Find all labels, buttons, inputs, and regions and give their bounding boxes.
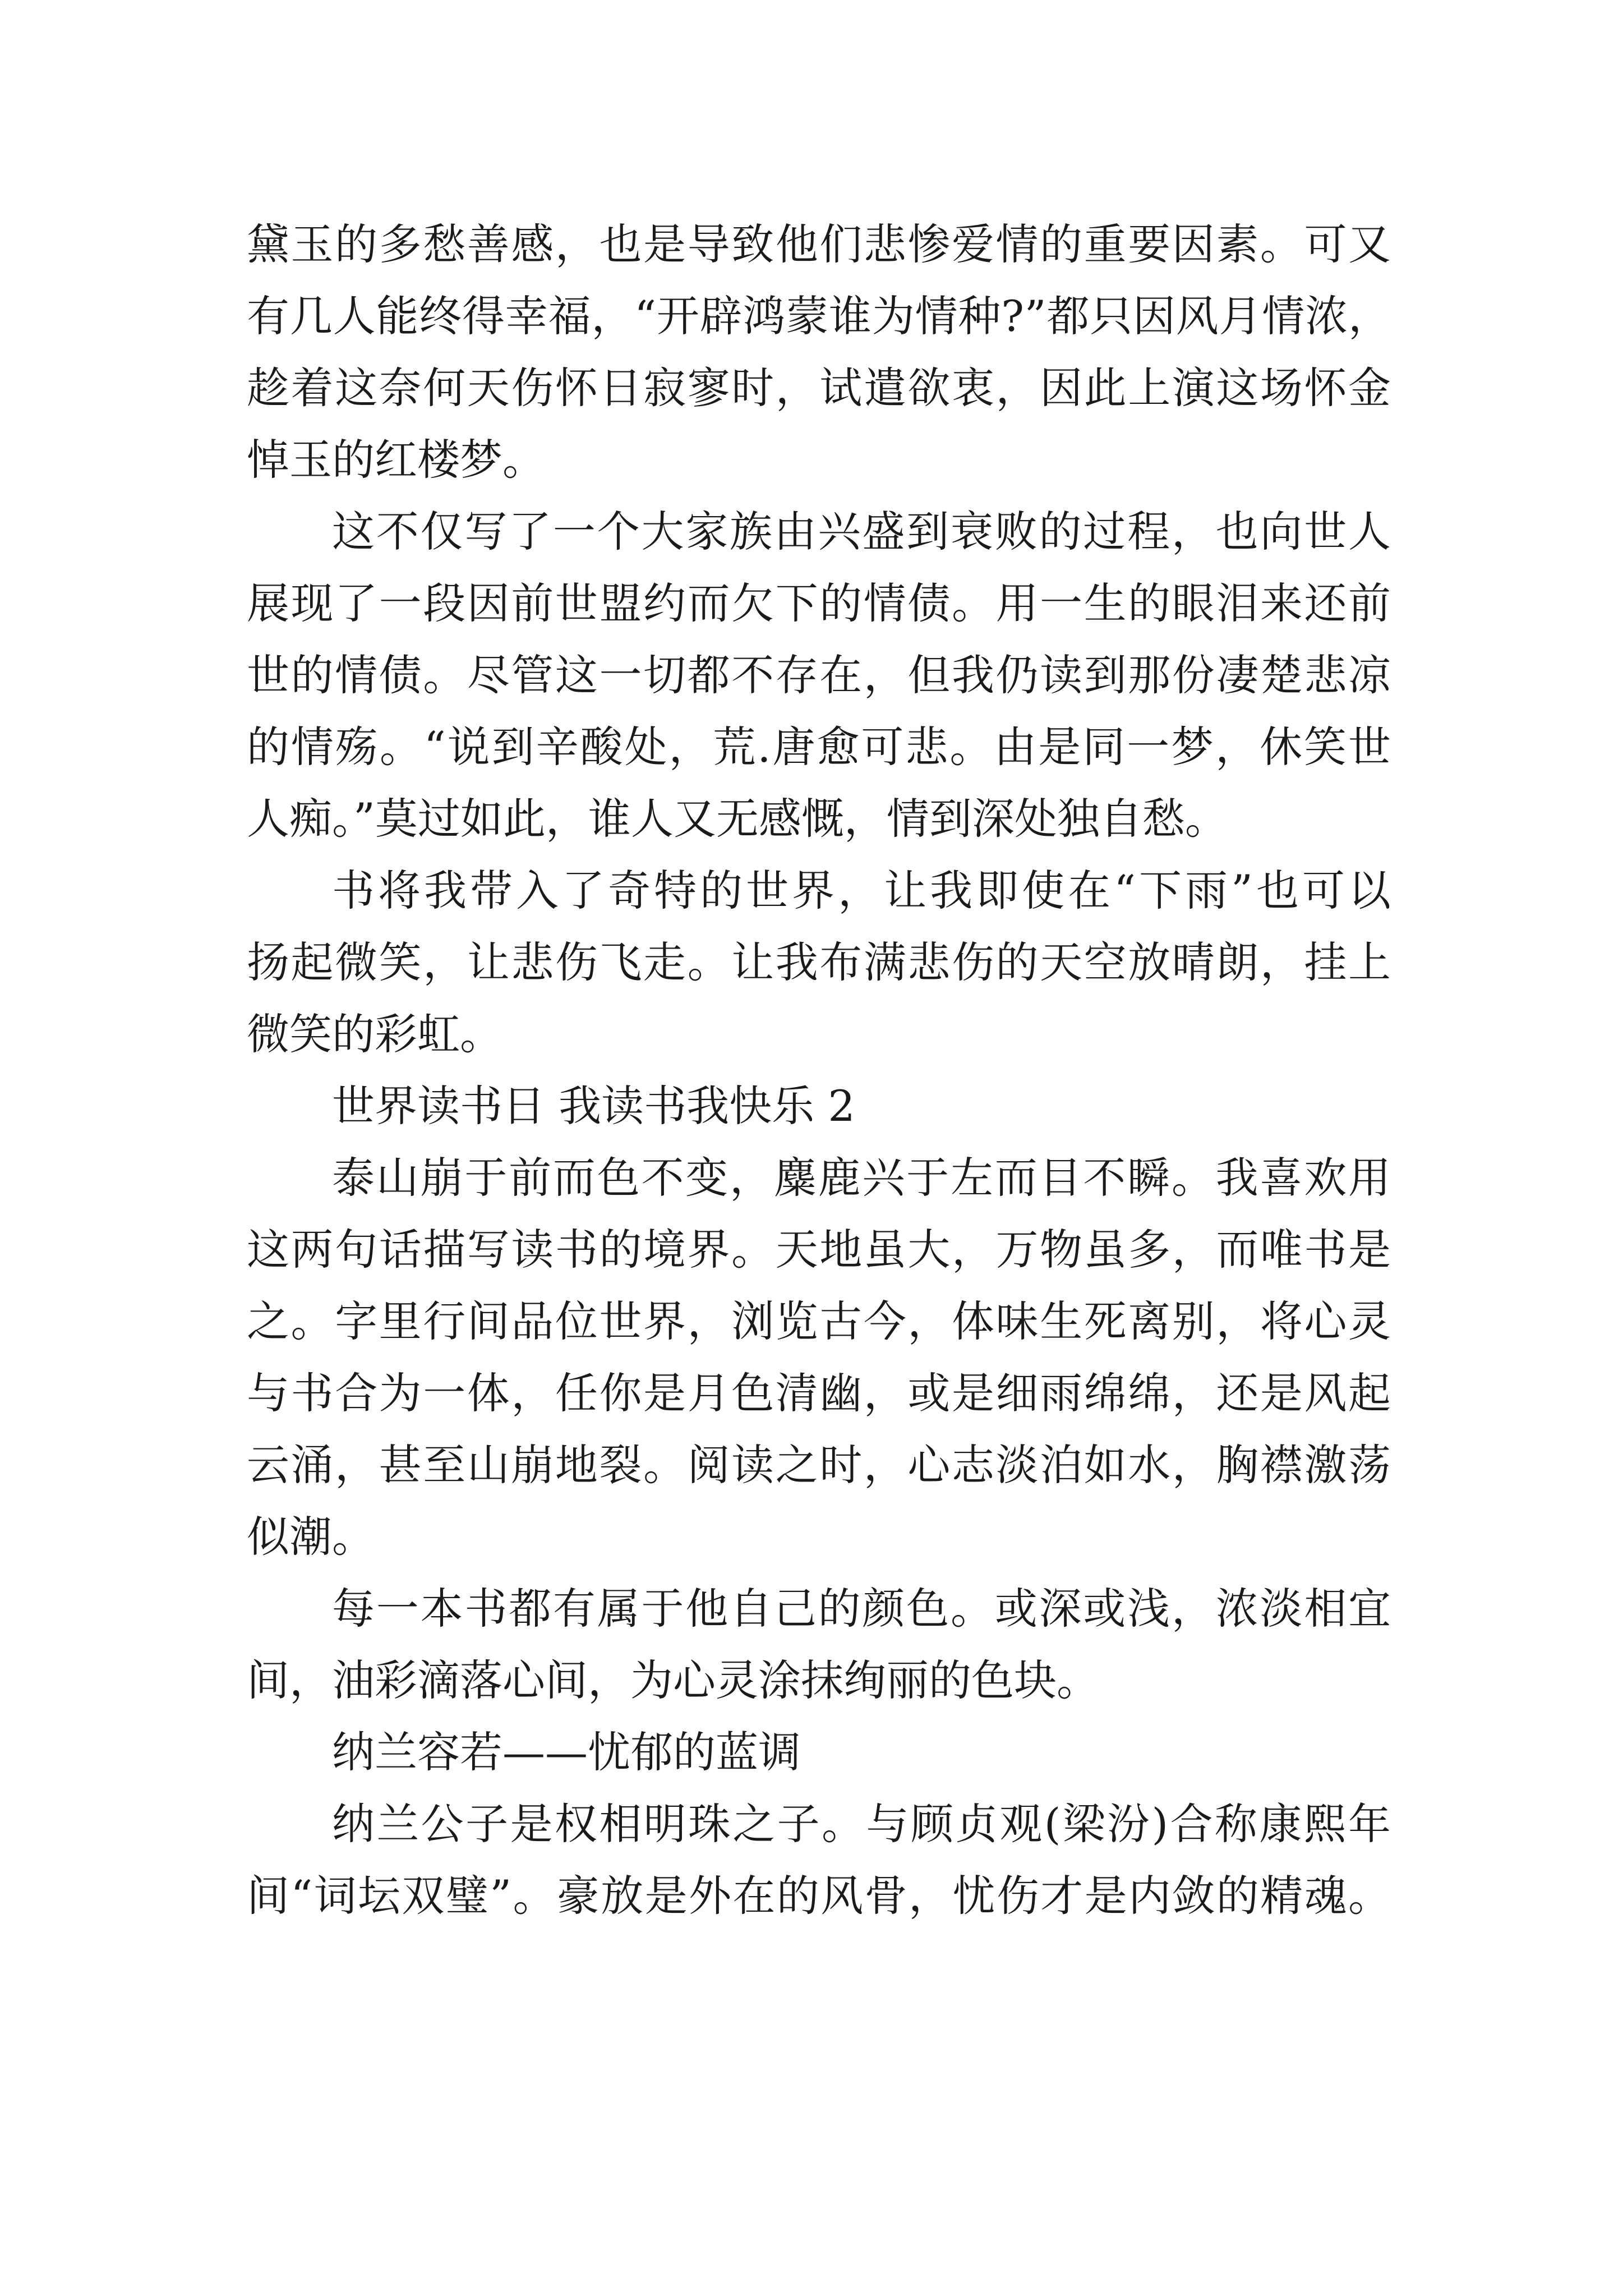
text-line: 扬起微笑，让悲伤飞走。让我布满悲伤的天空放晴朗，挂上 xyxy=(247,937,1393,987)
text-line: 微笑的彩虹。 xyxy=(247,1009,502,1059)
paragraph xyxy=(247,1142,1391,1573)
text-line: 纳兰公子是权相明珠之子。与顾贞观(梁汾)合称康熙年 xyxy=(332,1799,1393,1849)
text-line: 世的情债。尽管这一切都不存在，但我仍读到那份凄楚悲凉 xyxy=(247,650,1393,700)
text-line: 书将我带入了奇特的世界，让我即使在“下雨”也可以 xyxy=(332,866,1394,915)
text-line: 悼玉的红楼梦。 xyxy=(247,435,545,485)
text-line: 每一本书都有属于他自己的颜色。或深或浅，浓淡相宜 xyxy=(332,1584,1393,1634)
text-line: 纳兰容若——忧郁的蓝调 xyxy=(332,1727,801,1777)
text-line: 这不仅写了一个大家族由兴盛到衰败的过程，也向世人 xyxy=(332,507,1393,556)
text-line: 的情殇。“说到辛酸处，荒.唐愈可悲。由是同一梦，休笑世 xyxy=(247,722,1393,772)
text-line: 云涌，甚至山崩地裂。阅读之时，心志淡泊如水，胸襟激荡 xyxy=(247,1440,1393,1490)
text-line: 与书合为一体，任你是月色清幽，或是细雨绵绵，还是风起 xyxy=(247,1368,1393,1418)
section-heading xyxy=(247,1717,1391,1788)
text-line: 趁着这奈何天伤怀日寂寥时，试遣欲衷，因此上演这场怀金 xyxy=(247,363,1393,413)
paragraph xyxy=(247,1788,1391,1932)
section-heading xyxy=(247,1070,1391,1142)
text-line: 世界读书日 我读书我快乐 2 xyxy=(332,1081,855,1131)
text-line: 人痴。”莫过如此，谁人又无感慨，情到深处独自愁。 xyxy=(247,794,1228,844)
text-line: 之。字里行间品位世界，浏览古今，体味生死离别，将心灵 xyxy=(247,1296,1393,1346)
text-line: 间“词坛双璧”。豪放是外在的风骨，忧伤才是内敛的精魂。 xyxy=(247,1871,1393,1921)
text-line: 有几人能终得幸福，“开辟鸿蒙谁为情种?”都只因风月情浓， xyxy=(247,291,1391,341)
text-line: 似潮。 xyxy=(247,1512,375,1562)
text-line: 间，油彩滴落心间，为心灵涂抹绚丽的色块。 xyxy=(247,1655,1099,1705)
text-line: 黛玉的多愁善感，也是导致他们悲惨爱情的重要因素。可又 xyxy=(247,219,1393,269)
text-line: 泰山崩于前而色不变，麋鹿兴于左而目不瞬。我喜欢用 xyxy=(332,1153,1393,1203)
text-line: 展现了一段因前世盟约而欠下的情债。用一生的眼泪来还前 xyxy=(247,578,1393,628)
paragraph xyxy=(247,496,1391,855)
paragraph xyxy=(247,1573,1391,1717)
document-body xyxy=(247,209,1394,1932)
text-line: 这两句话描写读书的境界。天地虽大，万物虽多，而唯书是 xyxy=(247,1225,1393,1274)
paragraph xyxy=(247,209,1391,496)
paragraph xyxy=(247,855,1394,1070)
